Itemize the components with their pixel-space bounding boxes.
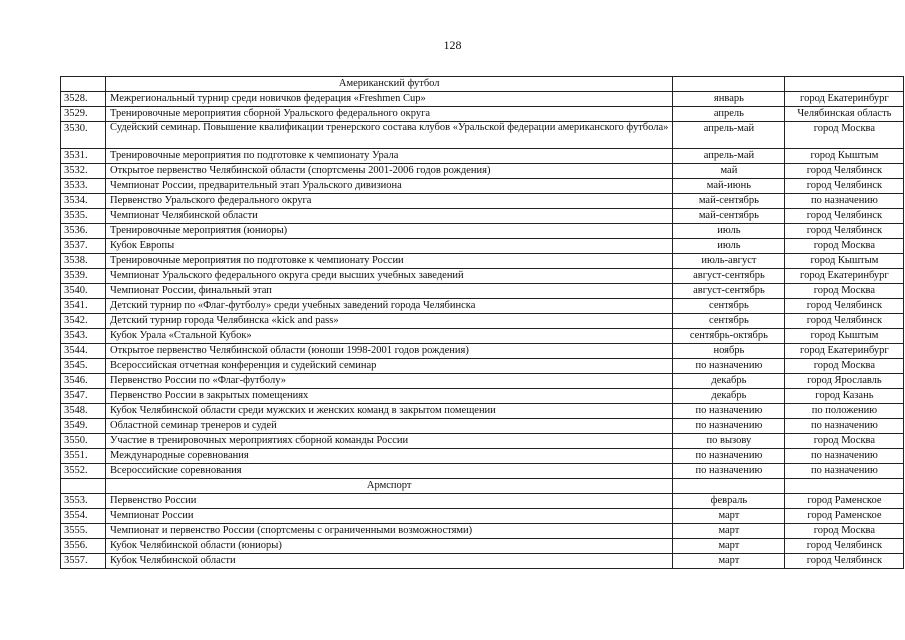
event-date: февраль (673, 494, 785, 509)
event-date: март (673, 524, 785, 539)
event-date: апрель (673, 107, 785, 122)
event-place: город Челябинск (785, 299, 904, 314)
table-row (61, 404, 904, 419)
row-number: 3554. (61, 509, 106, 524)
table-row (61, 509, 904, 524)
event-date: по назначению (673, 404, 785, 419)
table-row (61, 299, 904, 314)
event-title: Областной семинар тренеров и судей (106, 419, 673, 434)
row-number: 3540. (61, 284, 106, 299)
row-number: 3547. (61, 389, 106, 404)
event-date: май-июнь (673, 179, 785, 194)
event-title: Первенство России в закрытых помещениях (106, 389, 673, 404)
event-title: Участие в тренировочных мероприятиях сборной команды России (106, 434, 673, 449)
event-place: город Москва (785, 122, 904, 149)
table-row (61, 164, 904, 179)
event-title: Тренировочные мероприятия (юниоры) (106, 224, 673, 239)
event-title: Чемпионат и первенство России (спортсмены с ограниченными возможностями) (106, 524, 673, 539)
table-row (61, 359, 904, 374)
row-number: 3543. (61, 329, 106, 344)
events-table (60, 76, 904, 569)
event-date: по назначению (673, 464, 785, 479)
table-row (61, 179, 904, 194)
event-place: город Челябинск (785, 554, 904, 569)
event-date: май-сентябрь (673, 209, 785, 224)
event-place: по назначению (785, 464, 904, 479)
event-date: ноябрь (673, 344, 785, 359)
event-title: Чемпионат России, предварительный этап Уральского дивизиона (106, 179, 673, 194)
event-date: сентябрь (673, 314, 785, 329)
event-place: по назначению (785, 449, 904, 464)
section-header-row (61, 77, 904, 92)
event-title: Межрегиональный турнир среди новичков федерация «Freshmen Cup» (106, 92, 673, 107)
event-date: декабрь (673, 374, 785, 389)
event-place: город Москва (785, 359, 904, 374)
row-number: 3550. (61, 434, 106, 449)
row-number: 3530. (61, 122, 106, 149)
event-title: Первенство России по «Флаг-футболу» (106, 374, 673, 389)
row-number: 3545. (61, 359, 106, 374)
table-row (61, 224, 904, 239)
table-row (61, 92, 904, 107)
section-date-cell (673, 77, 785, 92)
table-row (61, 149, 904, 164)
table-row (61, 329, 904, 344)
table-row (61, 107, 904, 122)
table-row (61, 389, 904, 404)
section-title: Армспорт (106, 479, 673, 494)
section-number-cell (61, 479, 106, 494)
row-number: 3534. (61, 194, 106, 209)
event-place: по назначению (785, 419, 904, 434)
row-number: 3548. (61, 404, 106, 419)
event-place: по назначению (785, 194, 904, 209)
table-row (61, 419, 904, 434)
table-row (61, 122, 904, 149)
row-number: 3551. (61, 449, 106, 464)
event-date: май (673, 164, 785, 179)
table-row (61, 464, 904, 479)
event-title: Всероссийская отчетная конференция и судейский семинар (106, 359, 673, 374)
section-place-cell (785, 77, 904, 92)
event-date: по назначению (673, 359, 785, 374)
event-place: город Челябинск (785, 539, 904, 554)
event-date: август-сентябрь (673, 269, 785, 284)
table-row (61, 314, 904, 329)
event-date: март (673, 509, 785, 524)
row-number: 3557. (61, 554, 106, 569)
row-number: 3535. (61, 209, 106, 224)
event-date: май-сентябрь (673, 194, 785, 209)
table-row (61, 284, 904, 299)
row-number: 3556. (61, 539, 106, 554)
event-title: Первенство России (106, 494, 673, 509)
row-number: 3537. (61, 239, 106, 254)
event-place: город Кыштым (785, 329, 904, 344)
event-place: город Москва (785, 434, 904, 449)
event-date: по назначению (673, 449, 785, 464)
row-number: 3544. (61, 344, 106, 359)
row-number: 3546. (61, 374, 106, 389)
event-title: Судейский семинар. Повышение квалификации тренерского состава клубов «Уральской федерации американского футбола» (106, 122, 673, 149)
event-date: декабрь (673, 389, 785, 404)
event-title: Детский турнир по «Флаг-футболу» среди учебных заведений города Челябинска (106, 299, 673, 314)
event-place: город Челябинск (785, 179, 904, 194)
event-place: город Челябинск (785, 209, 904, 224)
table-row (61, 194, 904, 209)
section-number-cell (61, 77, 106, 92)
event-place: город Казань (785, 389, 904, 404)
event-date: июль-август (673, 254, 785, 269)
page-number: 128 (443, 38, 462, 52)
event-date: апрель-май (673, 122, 785, 149)
table-row (61, 524, 904, 539)
table-row (61, 554, 904, 569)
event-title: Детский турнир города Челябинска «kick and pass» (106, 314, 673, 329)
row-number: 3542. (61, 314, 106, 329)
row-number: 3532. (61, 164, 106, 179)
event-title: Кубок Челябинской области (106, 554, 673, 569)
table-row (61, 239, 904, 254)
event-place: город Москва (785, 524, 904, 539)
event-place: город Ярославль (785, 374, 904, 389)
row-number: 3536. (61, 224, 106, 239)
event-date: июль (673, 239, 785, 254)
event-place: город Раменское (785, 509, 904, 524)
events-table-body (61, 77, 904, 569)
table-row (61, 434, 904, 449)
event-title: Тренировочные мероприятия по подготовке к чемпионату России (106, 254, 673, 269)
event-date: июль (673, 224, 785, 239)
section-title: Американский футбол (106, 77, 673, 92)
table-row (61, 539, 904, 554)
event-date: апрель-май (673, 149, 785, 164)
event-place: город Екатеринбург (785, 344, 904, 359)
event-place: город Москва (785, 284, 904, 299)
event-title: Кубок Урала «Стальной Кубок» (106, 329, 673, 344)
row-number: 3553. (61, 494, 106, 509)
event-place: город Екатеринбург (785, 92, 904, 107)
row-number: 3539. (61, 269, 106, 284)
event-title: Чемпионат России (106, 509, 673, 524)
event-place: город Москва (785, 239, 904, 254)
event-title: Чемпионат Челябинской области (106, 209, 673, 224)
event-title: Международные соревнования (106, 449, 673, 464)
row-number: 3549. (61, 419, 106, 434)
event-date: август-сентябрь (673, 284, 785, 299)
row-number: 3555. (61, 524, 106, 539)
table-row (61, 344, 904, 359)
event-place: город Челябинск (785, 164, 904, 179)
event-title: Кубок Челябинской области среди мужских и женских команд в закрытом помещении (106, 404, 673, 419)
section-date-cell (673, 479, 785, 494)
event-title: Чемпионат России, финальный этап (106, 284, 673, 299)
event-title: Первенство Уральского федерального округа (106, 194, 673, 209)
table-row (61, 209, 904, 224)
event-title: Чемпионат Уральского федерального округа среди высших учебных заведений (106, 269, 673, 284)
event-title: Открытое первенство Челябинской области (юноши 1998-2001 годов рождения) (106, 344, 673, 359)
row-number: 3538. (61, 254, 106, 269)
event-date: сентябрь (673, 299, 785, 314)
event-place: город Кыштым (785, 254, 904, 269)
event-title: Кубок Европы (106, 239, 673, 254)
event-date: по вызову (673, 434, 785, 449)
event-title: Всероссийские соревнования (106, 464, 673, 479)
event-date: март (673, 539, 785, 554)
event-title: Открытое первенство Челябинской области (спортсмены 2001-2006 годов рождения) (106, 164, 673, 179)
row-number: 3531. (61, 149, 106, 164)
row-number: 3528. (61, 92, 106, 107)
event-title: Тренировочные мероприятия по подготовке к чемпионату Урала (106, 149, 673, 164)
section-place-cell (785, 479, 904, 494)
event-place: город Челябинск (785, 314, 904, 329)
event-date: по назначению (673, 419, 785, 434)
event-title: Тренировочные мероприятия сборной Уральского федерального округа (106, 107, 673, 122)
event-place: по положению (785, 404, 904, 419)
event-place: Челябинская область (785, 107, 904, 122)
row-number: 3529. (61, 107, 106, 122)
event-place: город Раменское (785, 494, 904, 509)
table-row (61, 494, 904, 509)
row-number: 3552. (61, 464, 106, 479)
event-date: январь (673, 92, 785, 107)
table-row (61, 449, 904, 464)
event-date: сентябрь-октябрь (673, 329, 785, 344)
table-row (61, 269, 904, 284)
event-place: город Челябинск (785, 224, 904, 239)
event-date: март (673, 554, 785, 569)
row-number: 3533. (61, 179, 106, 194)
table-row (61, 374, 904, 389)
table-row (61, 254, 904, 269)
row-number: 3541. (61, 299, 106, 314)
event-place: город Кыштым (785, 149, 904, 164)
event-title: Кубок Челябинской области (юниоры) (106, 539, 673, 554)
event-place: город Екатеринбург (785, 269, 904, 284)
section-header-row (61, 479, 904, 494)
